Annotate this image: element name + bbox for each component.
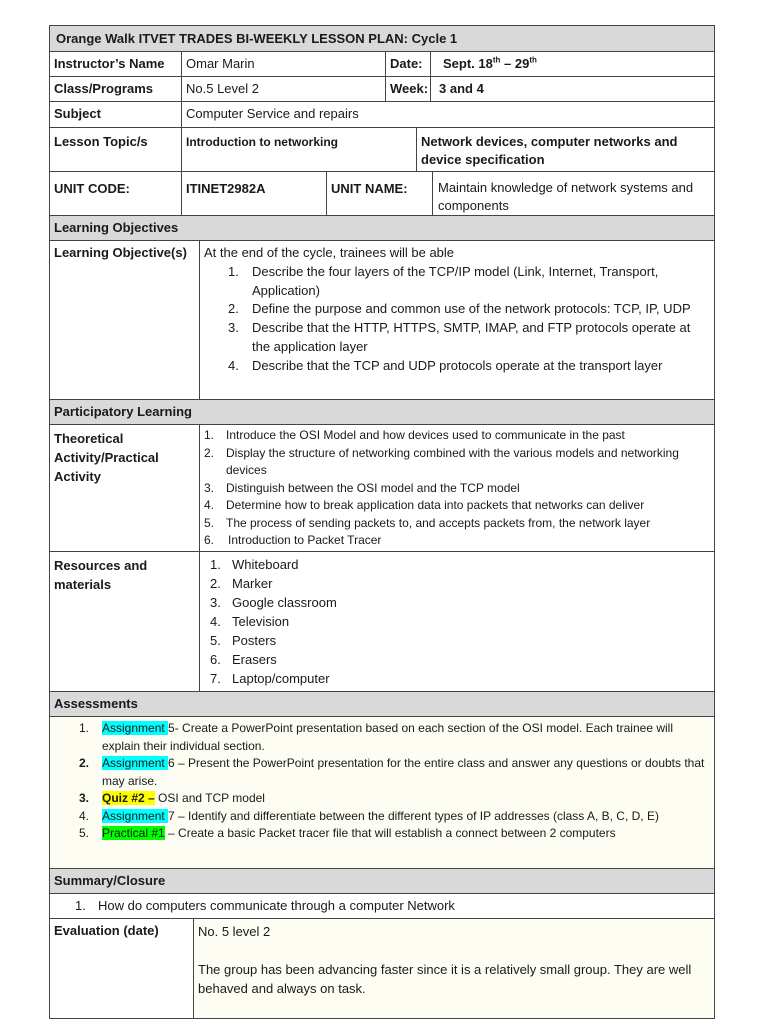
instructor-label: Instructor’s Name [54, 56, 165, 71]
list-item: 2. Display the structure of networking combined with the various models and networking devices [204, 445, 679, 477]
list-item: 3. Quiz #2 – OSI and TCP model [79, 791, 265, 805]
list-item: 4. Describe that the TCP and UDP protocols operate at the transport layer [228, 357, 663, 373]
subject-value: Computer Service and repairs [181, 102, 714, 127]
quiz-highlight: Quiz #2 – [102, 791, 155, 805]
list-item: 5. The process of sending packets to, and accepts packets from, the network layer [204, 515, 651, 530]
lesson-topic-value-2: Network devices, computer networks and device specification [416, 128, 714, 171]
list-item: 5. Practical #1 – Create a basic Packet tracer file that will establish a connect between 2 computers [79, 826, 616, 840]
title-row [50, 26, 714, 52]
evaluation-class: No. 5 level 2 [198, 924, 271, 939]
learning-objectives-content [199, 241, 714, 399]
evaluation-notes: The group has been advancing faster since it is a relatively small group. They are well behaved and always on task. [198, 962, 692, 996]
list-item: 4. Assignment 7 – Identify and differentiate between the different types of IP addresses (class A, B, C, D, E) [79, 808, 659, 823]
participatory-learning-title: Participatory Learning [54, 404, 192, 419]
assessments-list [54, 720, 710, 843]
list-item: 2. Marker [210, 576, 273, 591]
unit-name-value: Maintain knowledge of network systems and components [432, 172, 714, 215]
resources-label: Resources and materials [54, 558, 148, 592]
assessments-content [50, 717, 714, 868]
list-item: 4. Television [210, 614, 290, 629]
assessments-title: Assessments [54, 696, 138, 711]
date-label: Date: [385, 52, 430, 76]
summary-title: Summary/Closure [54, 873, 166, 888]
activity-list [204, 427, 710, 550]
learning-objectives-row [50, 241, 714, 400]
summary-header [50, 869, 714, 894]
subject-row [50, 102, 714, 128]
list-item: 1. Introduce the OSI Model and how devices used to communicate in the past [204, 428, 625, 442]
learning-objectives-intro: At the end of the cycle, trainees will be able [204, 245, 455, 260]
learning-objectives-title: Learning Objectives [54, 220, 179, 235]
class-row [50, 77, 714, 102]
unit-code-value: ITINET2982A [181, 172, 326, 215]
evaluation-label: Evaluation (date) [54, 923, 159, 938]
participatory-learning-row [50, 425, 714, 552]
list-item: 1. Assignment 5- Create a PowerPoint presentation based on each section of the OSI model. Each trainee will explain their individual section. [79, 721, 673, 753]
instructor-row [50, 52, 714, 77]
lesson-plan-document [49, 25, 715, 1019]
participatory-learning-header [50, 400, 714, 425]
class-label: Class/Programs [54, 81, 153, 96]
practical-highlight: Practical #1 [102, 826, 165, 840]
unit-code-label: UNIT CODE: [54, 181, 130, 196]
week-label: Week: [385, 77, 430, 101]
list-item: 2. Assignment 6 – Present the PowerPoint presentation for the entire class and answer any questions or doubts that may arise. [79, 756, 705, 788]
evaluation-content [193, 919, 714, 1018]
unit-name-label: UNIT NAME: [326, 172, 432, 215]
evaluation-row [50, 919, 714, 1019]
week-value: 3 and 4 [430, 77, 714, 101]
list-item: 1. Whiteboard [210, 557, 299, 572]
list-item: 6. Introduction to Packet Tracer [204, 533, 382, 547]
lesson-topic-label: Lesson Topic/s [54, 134, 148, 149]
summary-row [50, 894, 714, 919]
unit-row [50, 172, 714, 216]
date-value: Sept. 18th – 29th [430, 52, 714, 76]
lesson-topic-row [50, 128, 714, 172]
list-item: 7. Laptop/computer [210, 671, 330, 686]
list-item: 3. Describe that the HTTP, HTTPS, SMTP, IMAP, and FTP protocols operate at the application layer [228, 320, 691, 354]
instructor-value: Omar Marin [181, 52, 385, 76]
assessments-header [50, 692, 714, 717]
list-item: 6. Erasers [210, 652, 277, 667]
resources-list [204, 555, 710, 688]
list-item: 2. Define the purpose and common use of the network protocols: TCP, IP, UDP [228, 301, 691, 317]
learning-objectives-list [204, 263, 710, 376]
assessments-row [50, 717, 714, 869]
lesson-topic-value: Introduction to networking [181, 128, 416, 171]
resources-row [50, 552, 714, 692]
assignment-highlight: Assignment [102, 721, 169, 735]
list-item: 3. Google classroom [210, 595, 337, 610]
list-item: 4. Determine how to break application data into packets that networks can deliver [204, 498, 645, 512]
list-item: 5. Posters [210, 633, 277, 648]
list-item: 1. Describe the four layers of the TCP/IP model (Link, Internet, Transport, Application) [228, 263, 659, 298]
page-title: Orange Walk ITVET TRADES BI-WEEKLY LESSON PLAN: Cycle 1 [56, 31, 458, 46]
summary-item-number: 1. [75, 898, 86, 913]
subject-label: Subject [54, 106, 101, 121]
summary-content [50, 894, 714, 918]
list-item: 3. Distinguish between the OSI model and the TCP model [204, 480, 520, 495]
learning-objectives-header [50, 216, 714, 241]
class-value: No.5 Level 2 [181, 77, 385, 101]
summary-item-text: How do computers communicate through a computer Network [98, 898, 455, 913]
assignment-highlight: Assignment [102, 808, 169, 823]
resources-content [199, 552, 714, 691]
activity-content [199, 425, 714, 551]
activity-label: Theoretical Activity/Practical Activity [54, 431, 159, 484]
learning-objectives-label: Learning Objective(s) [54, 245, 187, 260]
assignment-highlight: Assignment [102, 756, 169, 770]
